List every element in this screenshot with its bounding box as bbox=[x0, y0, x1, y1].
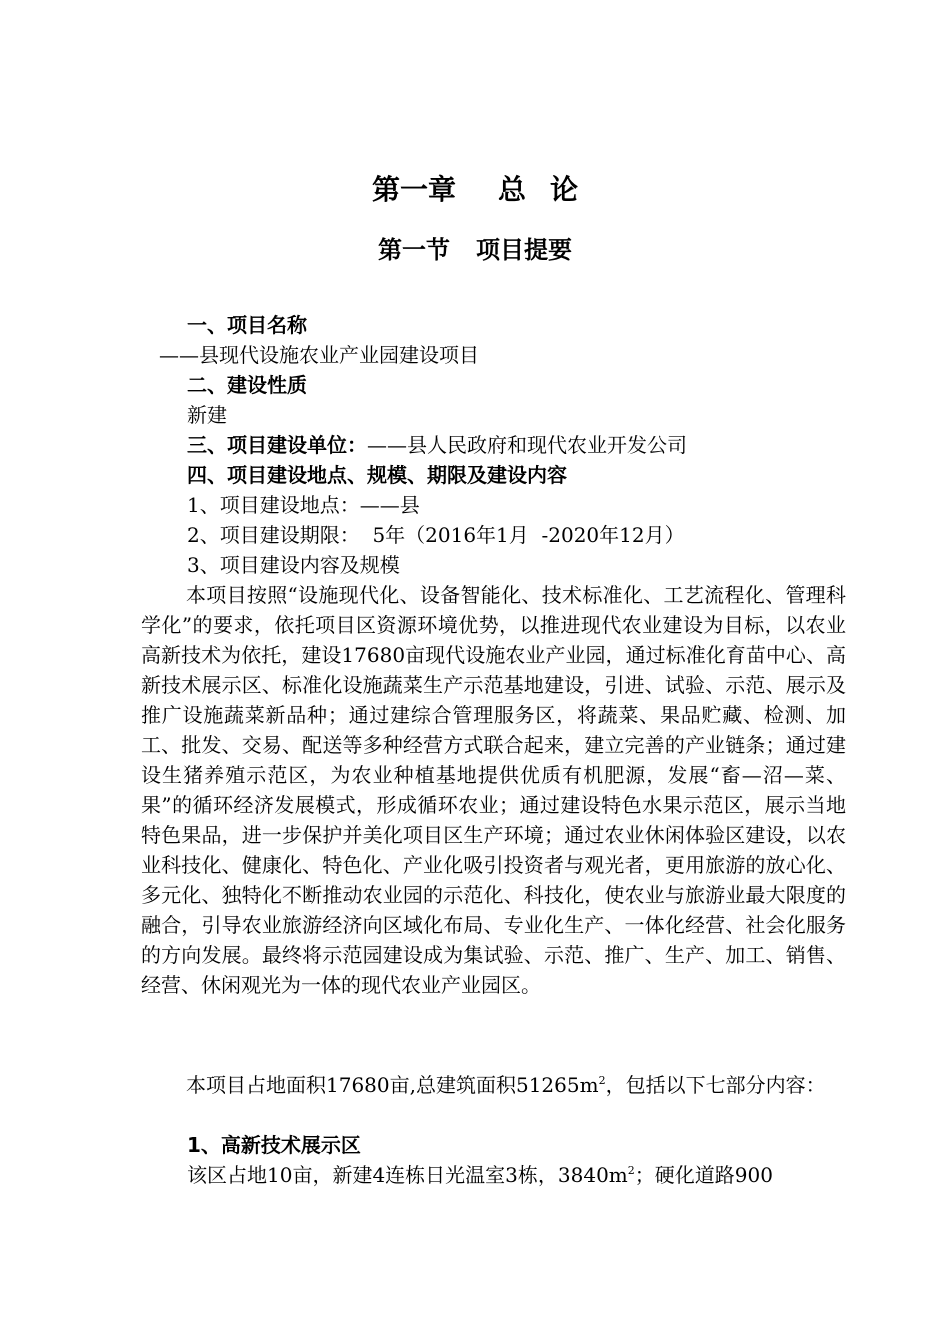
chapter-label: 第一章 bbox=[371, 173, 456, 206]
item-period: 2、项目建设期限： 5年（2016年1月 -2020年12月） bbox=[187, 523, 685, 547]
chapter-title-char-1: 总 bbox=[497, 173, 526, 206]
section-label: 第一节 bbox=[378, 236, 450, 264]
area-superscript: 2 bbox=[598, 1074, 606, 1087]
section-title bbox=[0, 230, 950, 265]
construction-nature: 新建 bbox=[187, 403, 227, 427]
area-text-1: 本项目占地面积17680亩,总建筑面积51265m bbox=[186, 1073, 599, 1097]
heading-construction-unit: 三、项目建设单位： bbox=[187, 433, 367, 457]
paragraph-area-summary bbox=[141, 1070, 846, 1100]
heading-construction-nature: 二、建设性质 bbox=[187, 373, 307, 397]
zone-text-1: 该区占地10亩，新建4连栋日光温室3栋，3840m bbox=[187, 1163, 628, 1187]
construction-unit: ——县人民政府和现代农业开发公司 bbox=[367, 433, 687, 457]
zone-text-2: ；硬化道路900 bbox=[634, 1163, 773, 1187]
chapter-title-char-2: 论 bbox=[550, 173, 579, 206]
chapter-title bbox=[0, 168, 950, 208]
paragraph-project-overview: 本项目按照“设施现代化、设备智能化、技术标准化、工艺流程化、管理科学化”的要求，依托项目区资源环境优势，以推进现代农业建设为目标，以农业高新技术为依托，建设17680亩现代设施农业产业园，通过标准化育苗中心、高新技术展示区、标准化设施蔬菜生产示范基地建设，引进、试验、示范、展示及推广设施蔬菜新品种；通过建综合管理服务区，将蔬菜、果品贮藏、检测、加工、批发、交易、配送等多种经营方式联合起来，建立完善的产业链条；通过建设生猪养殖示范区，为农业种植基地提供优质有机肥源，发展“畜—沼—菜、果”的循环经济发展模式，形成循环农业；通过建设特色水果示范区，展示当地特色果品，进一步保护并美化项目区生产环境；通过农业休闲体验区建设，以农业科技化、健康化、特色化、产业化吸引投资者与观光者，更用旅游的放心化、多元化、独特化不断推动农业园的示范化、科技化，使农业与旅游业最大限度的融合，引导农业旅游经济向区域化布局、专业化生产、一体化经营、社会化服务的方向发展。最终将示范园建设成为集试验、示范、推广、生产、加工、销售、经营、休闲观光为一体的现代农业产业园区。 bbox=[141, 583, 846, 997]
project-name: ——县现代设施农业产业园建设项目 bbox=[159, 343, 479, 367]
zone-superscript: 2 bbox=[627, 1164, 635, 1177]
heading-project-name: 一、项目名称 bbox=[187, 313, 307, 337]
section-title-text: 项目提要 bbox=[476, 236, 572, 264]
paragraph-high-tech-zone bbox=[187, 1160, 773, 1190]
construction-unit-line bbox=[187, 430, 687, 460]
item-location: 1、项目建设地点：——县 bbox=[187, 493, 420, 517]
item-content-scale: 3、项目建设内容及规模 bbox=[187, 553, 400, 577]
area-text-2: ，包括以下七部分内容： bbox=[605, 1073, 826, 1097]
heading-high-tech-zone: 1、高新技术展示区 bbox=[187, 1133, 361, 1157]
heading-location-scale: 四、项目建设地点、规模、期限及建设内容 bbox=[187, 463, 567, 487]
